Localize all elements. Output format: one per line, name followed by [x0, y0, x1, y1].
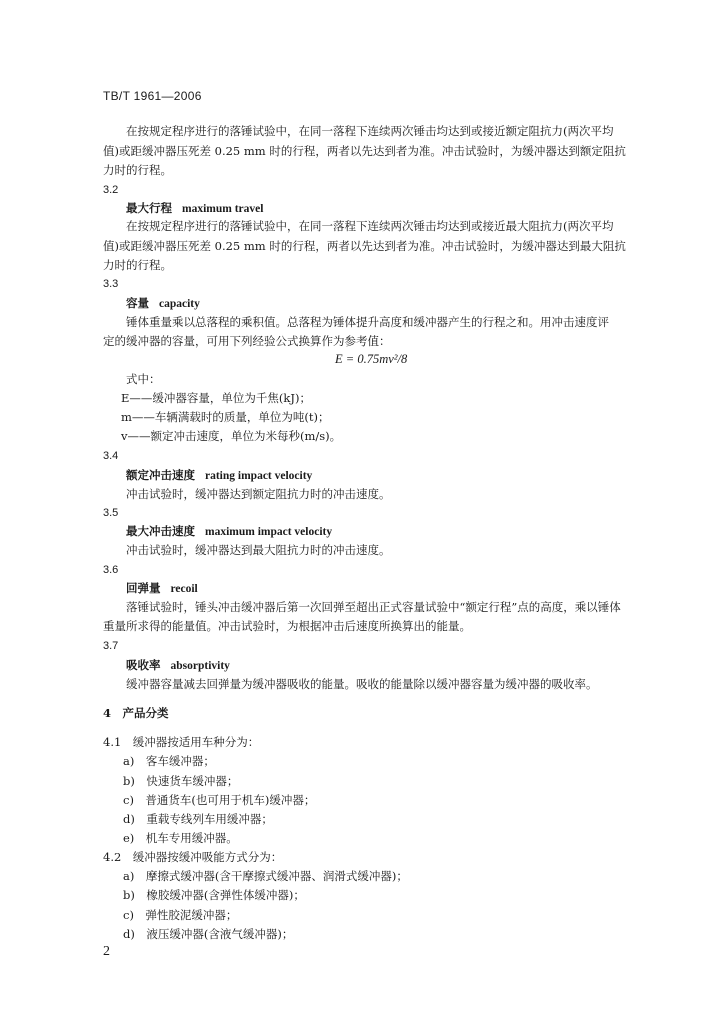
term-heading [126, 467, 312, 484]
paragraph-line: 力时的行程。 [103, 258, 172, 272]
term-en: capacity [159, 298, 200, 310]
term-zh: 额定冲击速度 [126, 468, 195, 482]
term-heading [126, 580, 198, 597]
paragraph-line: 值)或距缓冲器压死差 0.25 mm 时的行程，两者以先达到者为准。冲击试验时，为缓冲器达到最大阻抗 [103, 239, 626, 253]
paragraph-line: 冲击试验时，缓冲器达到额定阻抗力时的冲击速度。 [126, 487, 391, 501]
capacity-formula: E = 0.75mv²/8 [335, 352, 408, 366]
paragraph-line: 锤体重量乘以总落程的乘积值。总落程为锤体提升高度和缓冲器产生的行程之和。用冲击速度评 [126, 315, 609, 329]
term-en: absorptivity [170, 660, 230, 672]
list-item: a) 摩擦式缓冲器(含干摩擦式缓冲器、润滑式缓冲器)； [123, 869, 408, 883]
clause-line: 4.1 缓冲器按适用车种分为： [103, 735, 260, 749]
term-zh: 最大冲击速度 [126, 524, 195, 538]
clause-number: 3.7 [103, 640, 119, 652]
formula-where: 式中： [126, 372, 161, 386]
term-zh: 最大行程 [126, 201, 172, 215]
list-item: c) 弹性胶泥缓冲器； [123, 908, 238, 922]
clause-line: 4.2 缓冲器按缓冲吸能方式分为： [103, 850, 283, 864]
term-zh: 吸收率 [126, 658, 161, 672]
paragraph-line: 定的缓冲器的容量，可用下列经验公式换算作为参考值： [103, 334, 391, 348]
paragraph-line: 冲击试验时，缓冲器达到最大阻抗力时的冲击速度。 [126, 543, 391, 557]
paragraph-line: 在按规定程序进行的落锤试验中，在同一落程下连续两次锤击均达到或接近最大阻抗力(两次平均 [126, 219, 614, 233]
term-zh: 容量 [126, 296, 149, 310]
list-item: d) 液压缓冲器(含液气缓冲器)； [123, 927, 294, 941]
term-zh: 回弹量 [126, 581, 161, 595]
list-item: c) 普通货车(也可用于机车)缓冲器； [123, 793, 316, 807]
variable-definition: E——缓冲器容量，单位为千焦(kJ)； [121, 391, 311, 405]
clause-number: 3.5 [103, 507, 119, 519]
paragraph-line: 缓冲器容量减去回弹量为缓冲器吸收的能量。吸收的能量除以缓冲器容量为缓冲器的吸收率。 [126, 677, 598, 691]
list-item: d) 重载专线列车用缓冲器； [123, 812, 273, 826]
paragraph-line: 落锤试验时，锤头冲击缓冲器后第一次回弹至超出正式容量试验中“额定行程”点的高度，乘以锤体 [126, 600, 621, 614]
page-number: 2 [103, 944, 110, 959]
term-heading [126, 523, 332, 540]
clause-number: 3.2 [103, 184, 119, 196]
paragraph-line: 值)或距缓冲器压死差 0.25 mm 时的行程，两者以先达到者为准。冲击试验时，为缓冲器达到额定阻抗 [103, 144, 626, 158]
term-en: maximum travel [182, 203, 264, 215]
term-heading [126, 200, 263, 217]
term-heading [126, 295, 200, 312]
term-en: rating impact velocity [205, 470, 313, 482]
section-heading: 4 产品分类 [103, 706, 169, 720]
list-item: b) 橡胶缓冲器(含弹性体缓冲器)； [123, 888, 305, 902]
document-code-header: TB/T 1961—2006 [103, 89, 202, 103]
term-en: recoil [170, 583, 198, 595]
list-item: e) 机车专用缓冲器。 [123, 831, 238, 845]
term-en: maximum impact velocity [205, 526, 333, 538]
list-item: b) 快速货车缓冲器； [123, 774, 239, 788]
list-item: a) 客车缓冲器； [123, 754, 215, 768]
term-heading [126, 657, 230, 674]
clause-number: 3.6 [103, 564, 119, 576]
paragraph-line: 在按规定程序进行的落锤试验中，在同一落程下连续两次锤击均达到或接近额定阻抗力(两次平均 [126, 124, 614, 138]
paragraph-line: 重量所求得的能量值。冲击试验时，为根据冲击后速度所换算出的能量。 [103, 619, 471, 633]
paragraph-line: 力时的行程。 [103, 163, 172, 177]
clause-number: 3.3 [103, 278, 119, 290]
variable-definition: m——车辆满载时的质量，单位为吨(t)； [121, 410, 330, 424]
clause-number: 3.4 [103, 450, 119, 462]
variable-definition: v——额定冲击速度，单位为米每秒(m/s)。 [121, 429, 342, 443]
